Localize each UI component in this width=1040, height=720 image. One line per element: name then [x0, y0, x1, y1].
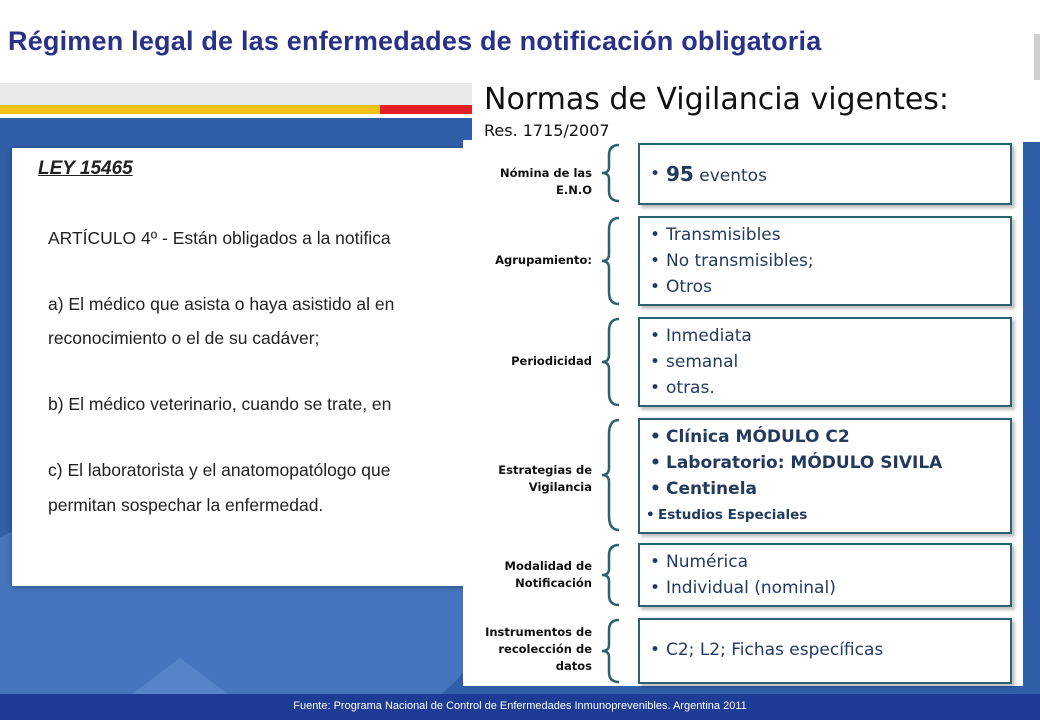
law-heading: LEY 15465: [38, 158, 133, 179]
box-instrumentos: [638, 618, 1012, 684]
row-label-periodicidad: Periodicidad: [511, 354, 592, 368]
list-item: • Clínica MÓDULO C2: [650, 427, 850, 447]
law-document-excerpt: [12, 148, 482, 586]
row-label-estrategias: Estrategias de Vigilancia: [498, 463, 592, 494]
header-stripe-red: [380, 105, 472, 114]
list-item: • Numérica: [650, 552, 748, 572]
row-label-modalidad: Modalidad de Notificación: [504, 559, 592, 590]
brace-icon: [600, 418, 620, 532]
header-stripe-white: [0, 114, 472, 118]
box-nomina: [638, 143, 1012, 205]
list-item: • Estudios Especiales: [646, 507, 808, 523]
edge-decoration: [1034, 34, 1040, 80]
box-agrupamiento: [638, 216, 1012, 306]
list-item: • Otros: [650, 277, 712, 297]
row-label-agrupamiento: Agrupamiento:: [495, 253, 592, 267]
list-item: • otras.: [650, 378, 715, 398]
footer-source: Fuente: Programa Nacional de Control de Enfermedades Inmunoprevenibles. Argentina 2011: [0, 694, 1040, 720]
law-line: ARTÍCULO 4º - Están obligados a la notifica: [48, 228, 391, 248]
list-item: • C2; L2; Fichas específicas: [650, 640, 884, 660]
row-label-instrumentos: Instrumentos de recolección de datos: [485, 625, 592, 673]
list-item: • Individual (nominal): [650, 578, 836, 598]
list-item: • semanal: [650, 352, 739, 372]
brace-icon: [600, 543, 620, 607]
brace-icon: [600, 618, 620, 684]
law-line: b) El médico veterinario, cuando se trate, en: [48, 394, 392, 414]
law-line: a) El médico que asista o haya asistido al en: [48, 294, 395, 314]
list-item: • Centinela: [650, 479, 757, 499]
page-title: Régimen legal de las enfermedades de notificación obligatoria: [8, 26, 822, 56]
header-stripe-gray: [0, 83, 472, 105]
row-label-nomina: Nómina de las E.N.O: [500, 166, 592, 197]
law-line: permitan sospechar la enfermedad.: [48, 495, 324, 515]
list-item: • Laboratorio: MÓDULO SIVILA: [650, 453, 943, 473]
box-periodicidad: [638, 317, 1012, 407]
brace-icon: [600, 317, 620, 407]
list-item: • Inmediata: [650, 326, 752, 346]
law-line: reconocimiento o el de su cadáver;: [48, 328, 320, 348]
box-estrategias: [638, 418, 1012, 534]
list-item: • No transmisibles;: [650, 251, 814, 271]
list-item: • Transmisibles: [650, 225, 781, 245]
brace-icon: [600, 143, 620, 203]
law-line: c) El laboratorista y el anatomopatólogo que: [48, 460, 391, 480]
box-modalidad: [638, 543, 1012, 607]
background-star-shape: [60, 658, 300, 694]
normas-subtitle: Res. 1715/2007: [484, 121, 610, 140]
list-item: • 95 eventos: [650, 162, 767, 186]
normas-title: Normas de Vigilancia vigentes:: [484, 82, 950, 117]
brace-icon: [600, 216, 620, 306]
